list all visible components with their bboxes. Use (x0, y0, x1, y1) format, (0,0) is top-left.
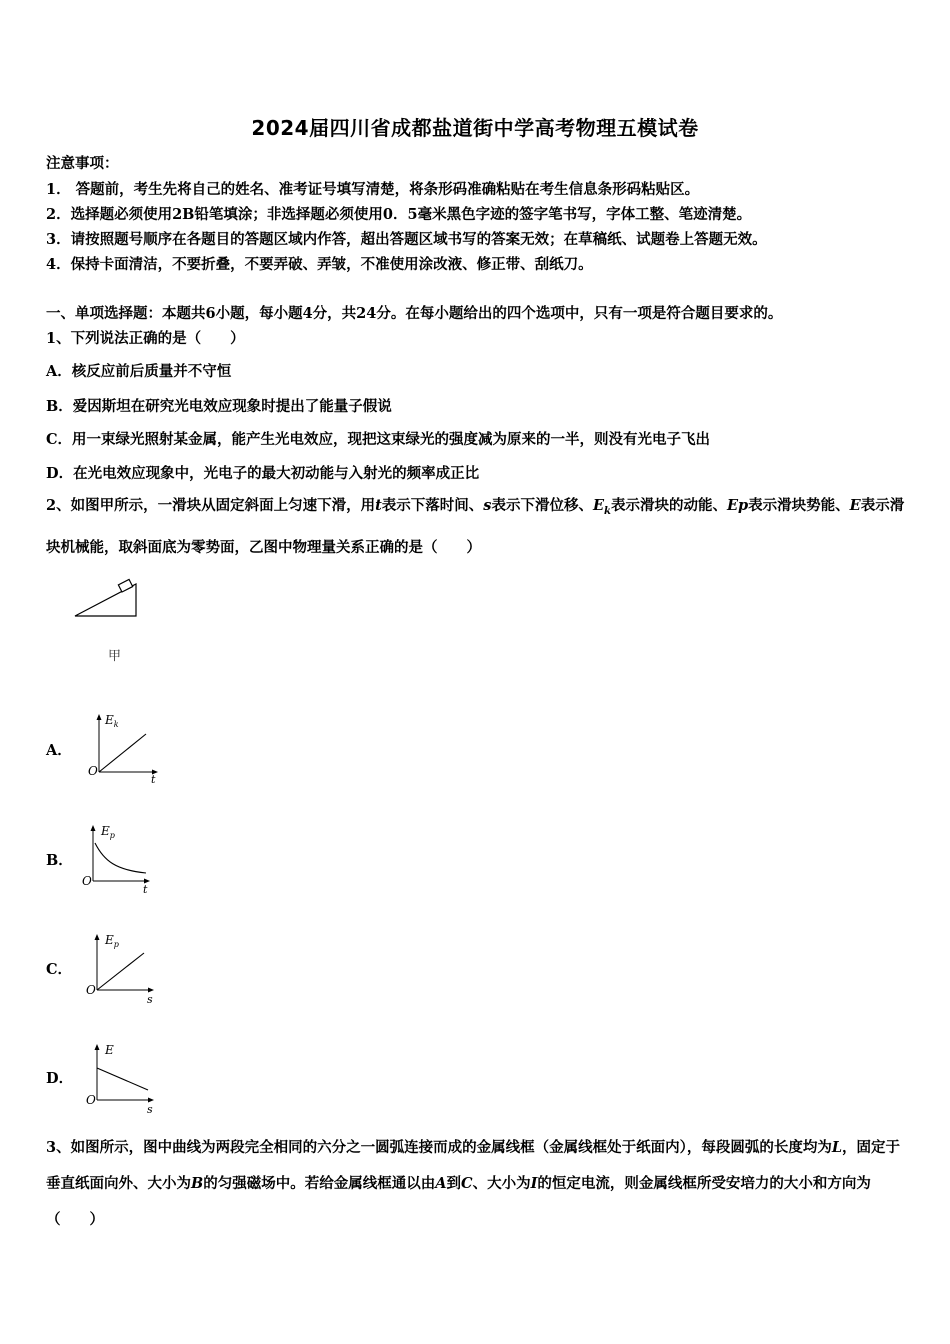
q2-option-d-label: D． (46, 1070, 74, 1087)
q3-var-l: L (831, 1139, 843, 1156)
q2-var-ek-sub: k (604, 505, 611, 517)
q2-stem-text-5: 表示滑块势能、 (748, 497, 850, 514)
section-heading: 一、单项选择题：本题共6小题，每小题4分，共24分。在每小题给出的四个选项中，只有一项是符合题目要求的。 (46, 305, 783, 322)
q2-option-b-label: B． (46, 852, 73, 869)
q1-option-d: D．在光电效应现象中，光电子的最大初动能与入射光的频率成正比 (46, 465, 480, 482)
q3-stem-text-4: 到 (446, 1175, 462, 1192)
q2-graph-c-y-label: $E_p$ (105, 933, 119, 949)
q2-stem-text-3: 表示下滑位移、 (491, 497, 593, 514)
q1-option-c: C．用一束绿光照射某金属，能产生光电效应，现把这束绿光的强度减为原来的一半，则没有光电子飞出 (46, 431, 711, 448)
q1-stem: 1、下列说法正确的是（ ） (46, 330, 245, 347)
q2-graph-a-y-label: $E_k$ (105, 713, 119, 729)
q2-graph-b (82, 823, 154, 895)
q2-option-a-label: A． (46, 742, 72, 759)
incline-figure (70, 578, 150, 623)
notice-heading: 注意事项： (46, 155, 119, 172)
q2-stem-text-1: 2、如图甲所示，一滑块从固定斜面上匀速下滑，用 (46, 497, 376, 514)
q3-stem-text-3: 的匀强磁场中。若给金属线框通以由 (203, 1175, 436, 1192)
q2-var-s: s (483, 497, 492, 514)
q2-graph-c-x-label: s (147, 993, 153, 1006)
q3-var-c: C (461, 1175, 473, 1192)
q2-graph-d-y-label: E (105, 1043, 114, 1057)
q3-var-a: A (435, 1175, 447, 1192)
q2-stem-text-4: 表示滑块的动能、 (610, 497, 727, 514)
notice-item-3: 3．请按照题号顺序在各题目的答题区域内作答，超出答题区域书写的答案无效；在草稿纸、试题卷上答题无效。 (46, 231, 767, 248)
q1-option-a: A．核反应前后质量并不守恒 (46, 363, 232, 380)
q2-stem (46, 488, 906, 566)
q3-stem-text-5: 、大小为 (472, 1175, 531, 1192)
q3-stem (46, 1130, 906, 1238)
q2-graph-a (88, 712, 160, 784)
q2-graph-a-x-label: t (151, 773, 156, 786)
q2-graph-b-y-label: $E_p$ (101, 824, 115, 840)
q3-stem-text-1: 3、如图所示，图中曲线为两段完全相同的六分之一圆弧连接而成的金属线框（金属线框处于纸面内），每段圆弧的长度均为 (46, 1139, 832, 1156)
q2-graph-d-x-label: s (147, 1103, 153, 1116)
q2-stem-text-6: 表示滑块机械能，取斜面底为零势面，乙图中物理量关系正确的是（ ） (46, 497, 905, 556)
page-title: 2024届四川省成都盐道街中学高考物理五模试卷 (251, 116, 699, 140)
notice-item-1: 1． 答题前，考生先将自己的姓名、准考证号填写清楚，将条形码准确粘贴在考生信息条形码粘贴区。 (46, 181, 700, 198)
q3-var-i: I (530, 1175, 538, 1192)
notice-item-2: 2．选择题必须使用2B铅笔填涂；非选择题必须使用0．5毫米黑色字迹的签字笔书写，字体工整、笔迹清楚。 (46, 206, 752, 223)
q3-var-b: B (191, 1175, 204, 1192)
q3-stem-text-2: ，固定于垂直纸面向外、大小为 (46, 1139, 901, 1192)
q2-graph-b-origin: O (82, 874, 92, 888)
q2-graph-d-origin: O (86, 1093, 96, 1107)
q2-graph-a-origin: O (88, 764, 98, 778)
figure-label-jia: 甲 (108, 649, 122, 664)
q2-graph-c-origin: O (86, 983, 96, 997)
q3-stem-text-6: 的恒定电流，则金属线框所受安培力的大小和方向为（ ） (46, 1175, 871, 1228)
q2-option-c-label: C． (46, 961, 73, 978)
q2-var-e: E (849, 497, 861, 514)
notice-item-4: 4．保持卡面清洁，不要折叠，不要弄破、弄皱，不准使用涂改液、修正带、刮纸刀。 (46, 256, 593, 273)
q2-var-t: t (375, 497, 382, 514)
q2-var-ek: E (592, 497, 605, 514)
q2-graph-b-x-label: t (143, 883, 148, 896)
q1-option-b: B．爱因斯坦在研究光电效应现象时提出了能量子假说 (46, 398, 392, 415)
q2-graph-d (86, 1042, 158, 1114)
q2-stem-text-2: 表示下落时间、 (381, 497, 484, 514)
q2-var-ep: Ep (726, 497, 749, 514)
q2-graph-c (86, 932, 158, 1004)
